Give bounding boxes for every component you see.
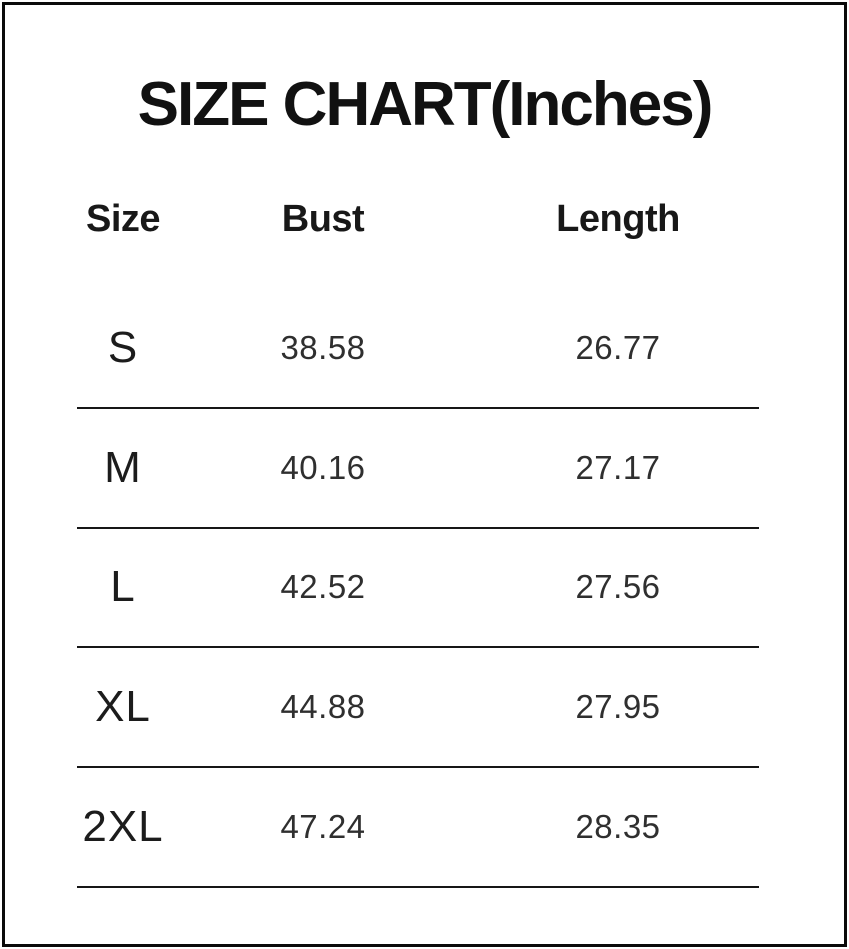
bust-value: 44.88 [280,688,366,726]
length-value: 27.56 [575,568,661,606]
length-value: 28.35 [575,807,661,845]
table-body [77,289,759,888]
table-row [77,768,759,888]
table-row [77,289,759,409]
table-header-row [77,196,759,242]
length-value: 26.77 [575,328,661,366]
length-value: 27.95 [575,688,661,726]
table-row [77,648,759,768]
bust-value: 42.52 [280,568,366,606]
size-label: XL [95,682,151,732]
size-label: S [107,322,139,372]
bust-value: 47.24 [280,807,366,845]
bust-value: 38.58 [280,328,366,366]
table-row [77,409,759,529]
size-label: L [110,562,136,612]
header-cell-bust: Bust [281,197,365,240]
header-cell-size: Size [85,197,161,240]
length-value: 27.17 [575,448,661,486]
size-label: M [104,442,142,492]
page-title: SIZE CHART(Inches) [137,69,712,139]
size-label: 2XL [82,801,164,851]
bust-value: 40.16 [280,448,366,486]
table-row [77,529,759,649]
header-cell-length: Length [556,197,680,240]
